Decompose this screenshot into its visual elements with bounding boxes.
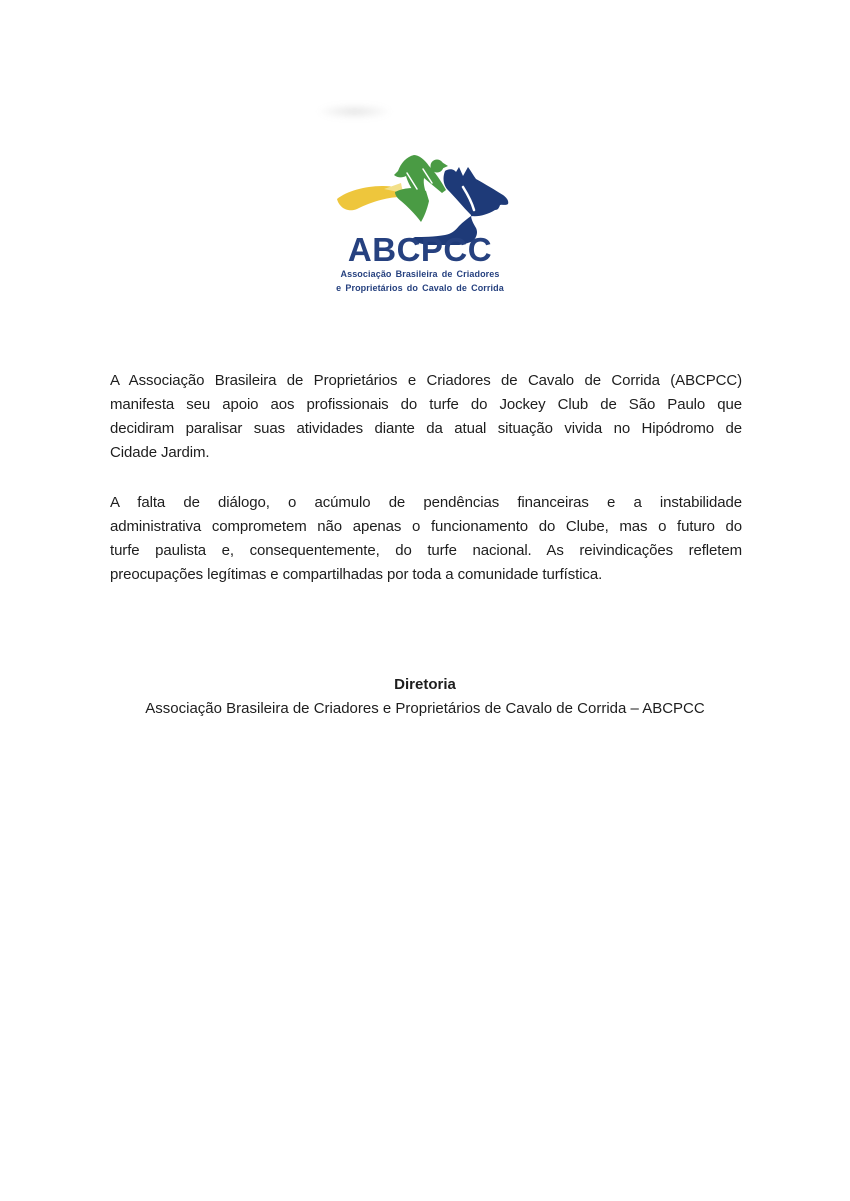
paragraph-line: manifesta seu apoio aos profissionais do turfe do Jockey Club de São Paulo que — [110, 396, 742, 413]
paragraph-line: decidiram paralisar suas atividades diante da atual situação vivida no Hipódromo de — [110, 420, 742, 437]
paragraph-line: preocupações legítimas e compartilhadas por toda a comunidade turfística. — [110, 566, 603, 583]
signature-title: Diretoria — [394, 676, 456, 693]
jockey-cap-brim-shape — [439, 161, 448, 170]
statement-paragraph-1 — [110, 369, 742, 465]
scan-smudge — [302, 101, 407, 122]
logo-tagline-line1: Associação Brasileira de Criadores — [340, 269, 500, 279]
paragraph-line: A Associação Brasileira de Proprietários e Criadores de Cavalo de Corrida (ABCPCC) — [110, 372, 742, 389]
paragraph-line: A falta de diálogo, o acúmulo de pendências financeiras e a instabilidade — [110, 494, 742, 511]
signature-organization: Associação Brasileira de Criadores e Proprietários de Cavalo de Corrida – ABCPCC — [145, 700, 705, 717]
paragraph-line: administrativa comprometem não apenas o funcionamento do Clube, mas o futuro do — [110, 518, 742, 535]
statement-paragraph-2 — [110, 491, 742, 587]
horse-jockey-logo-icon — [335, 145, 513, 245]
signature-block — [0, 673, 850, 721]
paragraph-line: turfe paulista e, consequentemente, do turfe nacional. As reivindicações refletem — [110, 542, 742, 559]
paragraph-line: Cidade Jardim. — [110, 444, 210, 461]
logo-wordmark: ABCPCC — [347, 231, 493, 268]
logo-tagline — [298, 268, 542, 295]
logo-tagline-line2: e Proprietários do Cavalo de Corrida — [336, 282, 504, 293]
